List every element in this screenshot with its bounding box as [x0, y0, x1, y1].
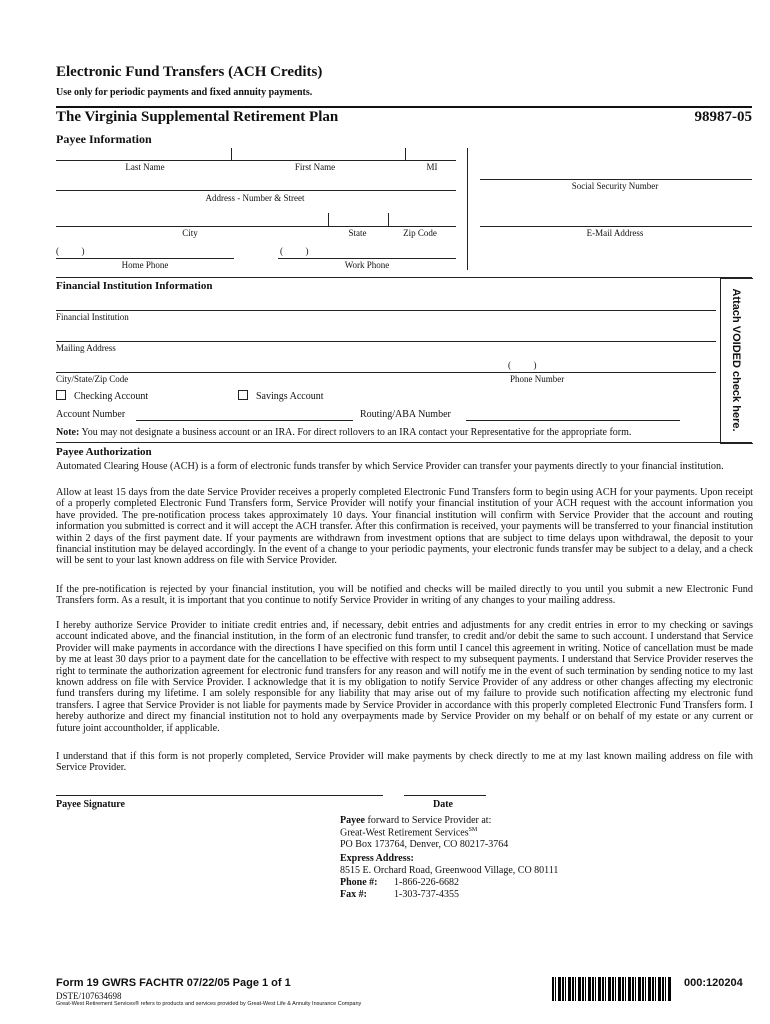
form-subtitle: Use only for periodic payments and fixed annuity payments. [56, 87, 313, 98]
work-phone-paren: ( ) [280, 246, 309, 256]
routing-line[interactable] [466, 420, 680, 421]
signature-label: Payee Signature [56, 799, 125, 810]
auth-paragraph-4: I hereby authorize Service Provider to initiate credit entries and, if necessary, debit entries and adjustments for any credit entries in error to my checking or savings account indicated above, and the financial institution, in the form of an electronic fund transfer, to credit and/or debit the same to such account. I understand that Service Provider will make payments in accordance with the directions I have specified on this form until I cancel this agreement in writing. Notice of cancellation must be made by me at least 30 days prior to a payment date for the cancellation to be effective with respect to my subsequent payments. I understand that Service Provider reserves the right to terminate the authorization agreement for electronic fund transfers for any reason and will notify me in the event of such termination by sending notice to my last known address on file with Service Provider. I acknowledge that it is my obligation to notify Service Provider of any address or other changes affecting my electronic fund transfers during my lifetime. I am solely responsible for any liability that may arise out of my failure to provide such notification affecting my electronic fund transfers. I agree that Service Provider is not liable for payments made by Service Provider in accordance with this properly completed Electronic Fund Transfers form. I hereby authorize and direct my financial institution not to hold any overpayments made by Service Provider on my behalf or on behalf of my estate or any current or future joint accountholder, if applicable. [56, 620, 753, 734]
date-label: Date [433, 799, 453, 810]
work-phone-label: Work Phone [344, 260, 390, 270]
plan-name: The Virginia Supplemental Retirement Plan [56, 109, 339, 125]
forward-line [340, 815, 491, 826]
ssn-line[interactable] [480, 179, 752, 180]
checking-checkbox[interactable] [56, 390, 66, 400]
note-text: You may not designate a business account or an IRA. For direct rollovers to an IRA contact your Representative for the appropriate form. [81, 427, 632, 438]
vertical-divider [467, 148, 468, 270]
express-label: Express Address: [340, 853, 414, 864]
fax-number: 1-303-737-4355 [394, 889, 459, 900]
mailing-label: Mailing Address [56, 343, 116, 353]
home-phone-line[interactable] [56, 258, 234, 259]
bank-phone-paren: ( ) [508, 360, 537, 370]
company-name: Great-West Retirement Services [340, 827, 469, 839]
company-line [340, 827, 477, 838]
forward-text: forward to Service Provider at: [365, 815, 492, 826]
phone-label: Phone #: [340, 877, 378, 888]
ssn-label: Social Security Number [571, 181, 659, 191]
divider [405, 148, 406, 160]
savings-label: Savings Account [256, 391, 324, 402]
payee-word: Payee [340, 815, 365, 826]
last-name-label: Last Name [125, 162, 165, 172]
home-phone-paren: ( ) [56, 246, 85, 256]
account-number-line[interactable] [136, 420, 353, 421]
bank-phone-label: Phone Number [510, 374, 565, 384]
account-number-label: Account Number [56, 409, 126, 420]
express-address: 8515 E. Orchard Road, Greenwood Village, CO 80111 [340, 865, 559, 876]
form-title: Electronic Fund Transfers (ACH Credits) [56, 64, 323, 80]
section-rule [56, 442, 752, 443]
checking-option[interactable] [56, 390, 148, 402]
address-line[interactable] [56, 190, 456, 191]
po-box: PO Box 173764, Denver, CO 80217-3764 [340, 839, 509, 850]
fax-label: Fax #: [340, 889, 367, 900]
home-phone-label: Home Phone [121, 260, 169, 270]
service-mark: SM [468, 827, 478, 833]
institution-label: Financial Institution [56, 312, 129, 322]
authorization-heading: Payee Authorization [56, 446, 152, 458]
section-rule [56, 277, 752, 278]
email-label: E-Mail Address [586, 228, 644, 238]
city-line[interactable] [56, 226, 456, 227]
state-label: State [348, 228, 367, 238]
note-label: Note: [56, 427, 80, 438]
voided-check-text: Attach VOIDED check here. [730, 288, 742, 432]
divider [231, 148, 232, 160]
routing-label: Routing/ABA Number [360, 409, 451, 420]
financial-heading: Financial Institution Information [56, 280, 213, 292]
mailing-line[interactable] [56, 341, 716, 342]
savings-option[interactable] [238, 390, 324, 402]
address-label: Address - Number & Street [205, 193, 305, 203]
email-line[interactable] [480, 226, 752, 227]
mi-label: MI [426, 162, 438, 172]
date-line[interactable] [404, 795, 486, 796]
note [56, 427, 631, 438]
auth-paragraph-3: If the pre-notification is rejected by your financial institution, you will be notified and checks will be mailed directly to you until you submit a new Electronic Fund Transfers form. As a result, it is important that you continue to notify Service Provider in writing of any changes to your mailing address. [56, 584, 753, 607]
city-state-zip-label: City/State/Zip Code [56, 374, 129, 384]
divider [328, 213, 329, 226]
name-line[interactable] [56, 160, 456, 161]
plan-number: 98987-05 [694, 109, 752, 125]
auth-paragraph-5: I understand that if this form is not properly completed, Service Provider will make payments by check directly to me at my last known mailing address on file with Service Provider. [56, 751, 753, 774]
institution-line[interactable] [56, 310, 716, 311]
city-state-zip-line[interactable] [56, 372, 716, 373]
dste-code: DSTE/107634698 [56, 991, 122, 1001]
header-rule [56, 106, 752, 108]
city-label: City [182, 228, 198, 238]
work-phone-line[interactable] [278, 258, 456, 259]
fine-print: Great-West Retirement Services® refers to products and services provided by Great-West Life & Annuity Insurance Company [56, 1001, 362, 1007]
form-id: Form 19 GWRS FACHTR 07/22/05 Page 1 of 1 [56, 977, 291, 989]
checking-label: Checking Account [74, 391, 149, 402]
barcode [552, 977, 672, 1001]
savings-checkbox[interactable] [238, 390, 248, 400]
zip-label: Zip Code [403, 228, 437, 238]
auth-paragraph-2: Allow at least 15 days from the date Service Provider receives a properly completed Electronic Fund Transfers form to begin using ACH for your payments. Upon receipt of a properly completed Electronic Fund Transfers form, Service Provider will notify your financial institution of your ACH request with the account information you have provided. The pre-notification process takes approximately 10 days. Your financial institution will confirm with Service Provider that the account and routing information you submitted is correct and it will accept the ACH transfer. After this confirmation is received, your payments will be transferred to your financial institution within 2 days of the first payment date. If your payments are withdrawn from investment options that are subject to time delays upon withdrawal, the deposit to your financial institution may be delayed accordingly. In the event of a change to your periodic payments, your electronic funds transfer may be subject to a delay, and a check will be sent to your last known address on file with Service Provider. [56, 487, 753, 567]
phone-number: 1-866-226-6682 [394, 877, 459, 888]
payee-info-heading: Payee Information [56, 132, 152, 146]
first-name-label: First Name [294, 162, 336, 172]
divider [388, 213, 389, 226]
form-code: 000:120204 [684, 977, 743, 989]
auth-paragraph-1: Automated Clearing House (ACH) is a form of electronic funds transfer by which Service Provider can transfer your payments directly to your financial institution. [56, 461, 724, 472]
signature-line[interactable] [56, 795, 383, 796]
